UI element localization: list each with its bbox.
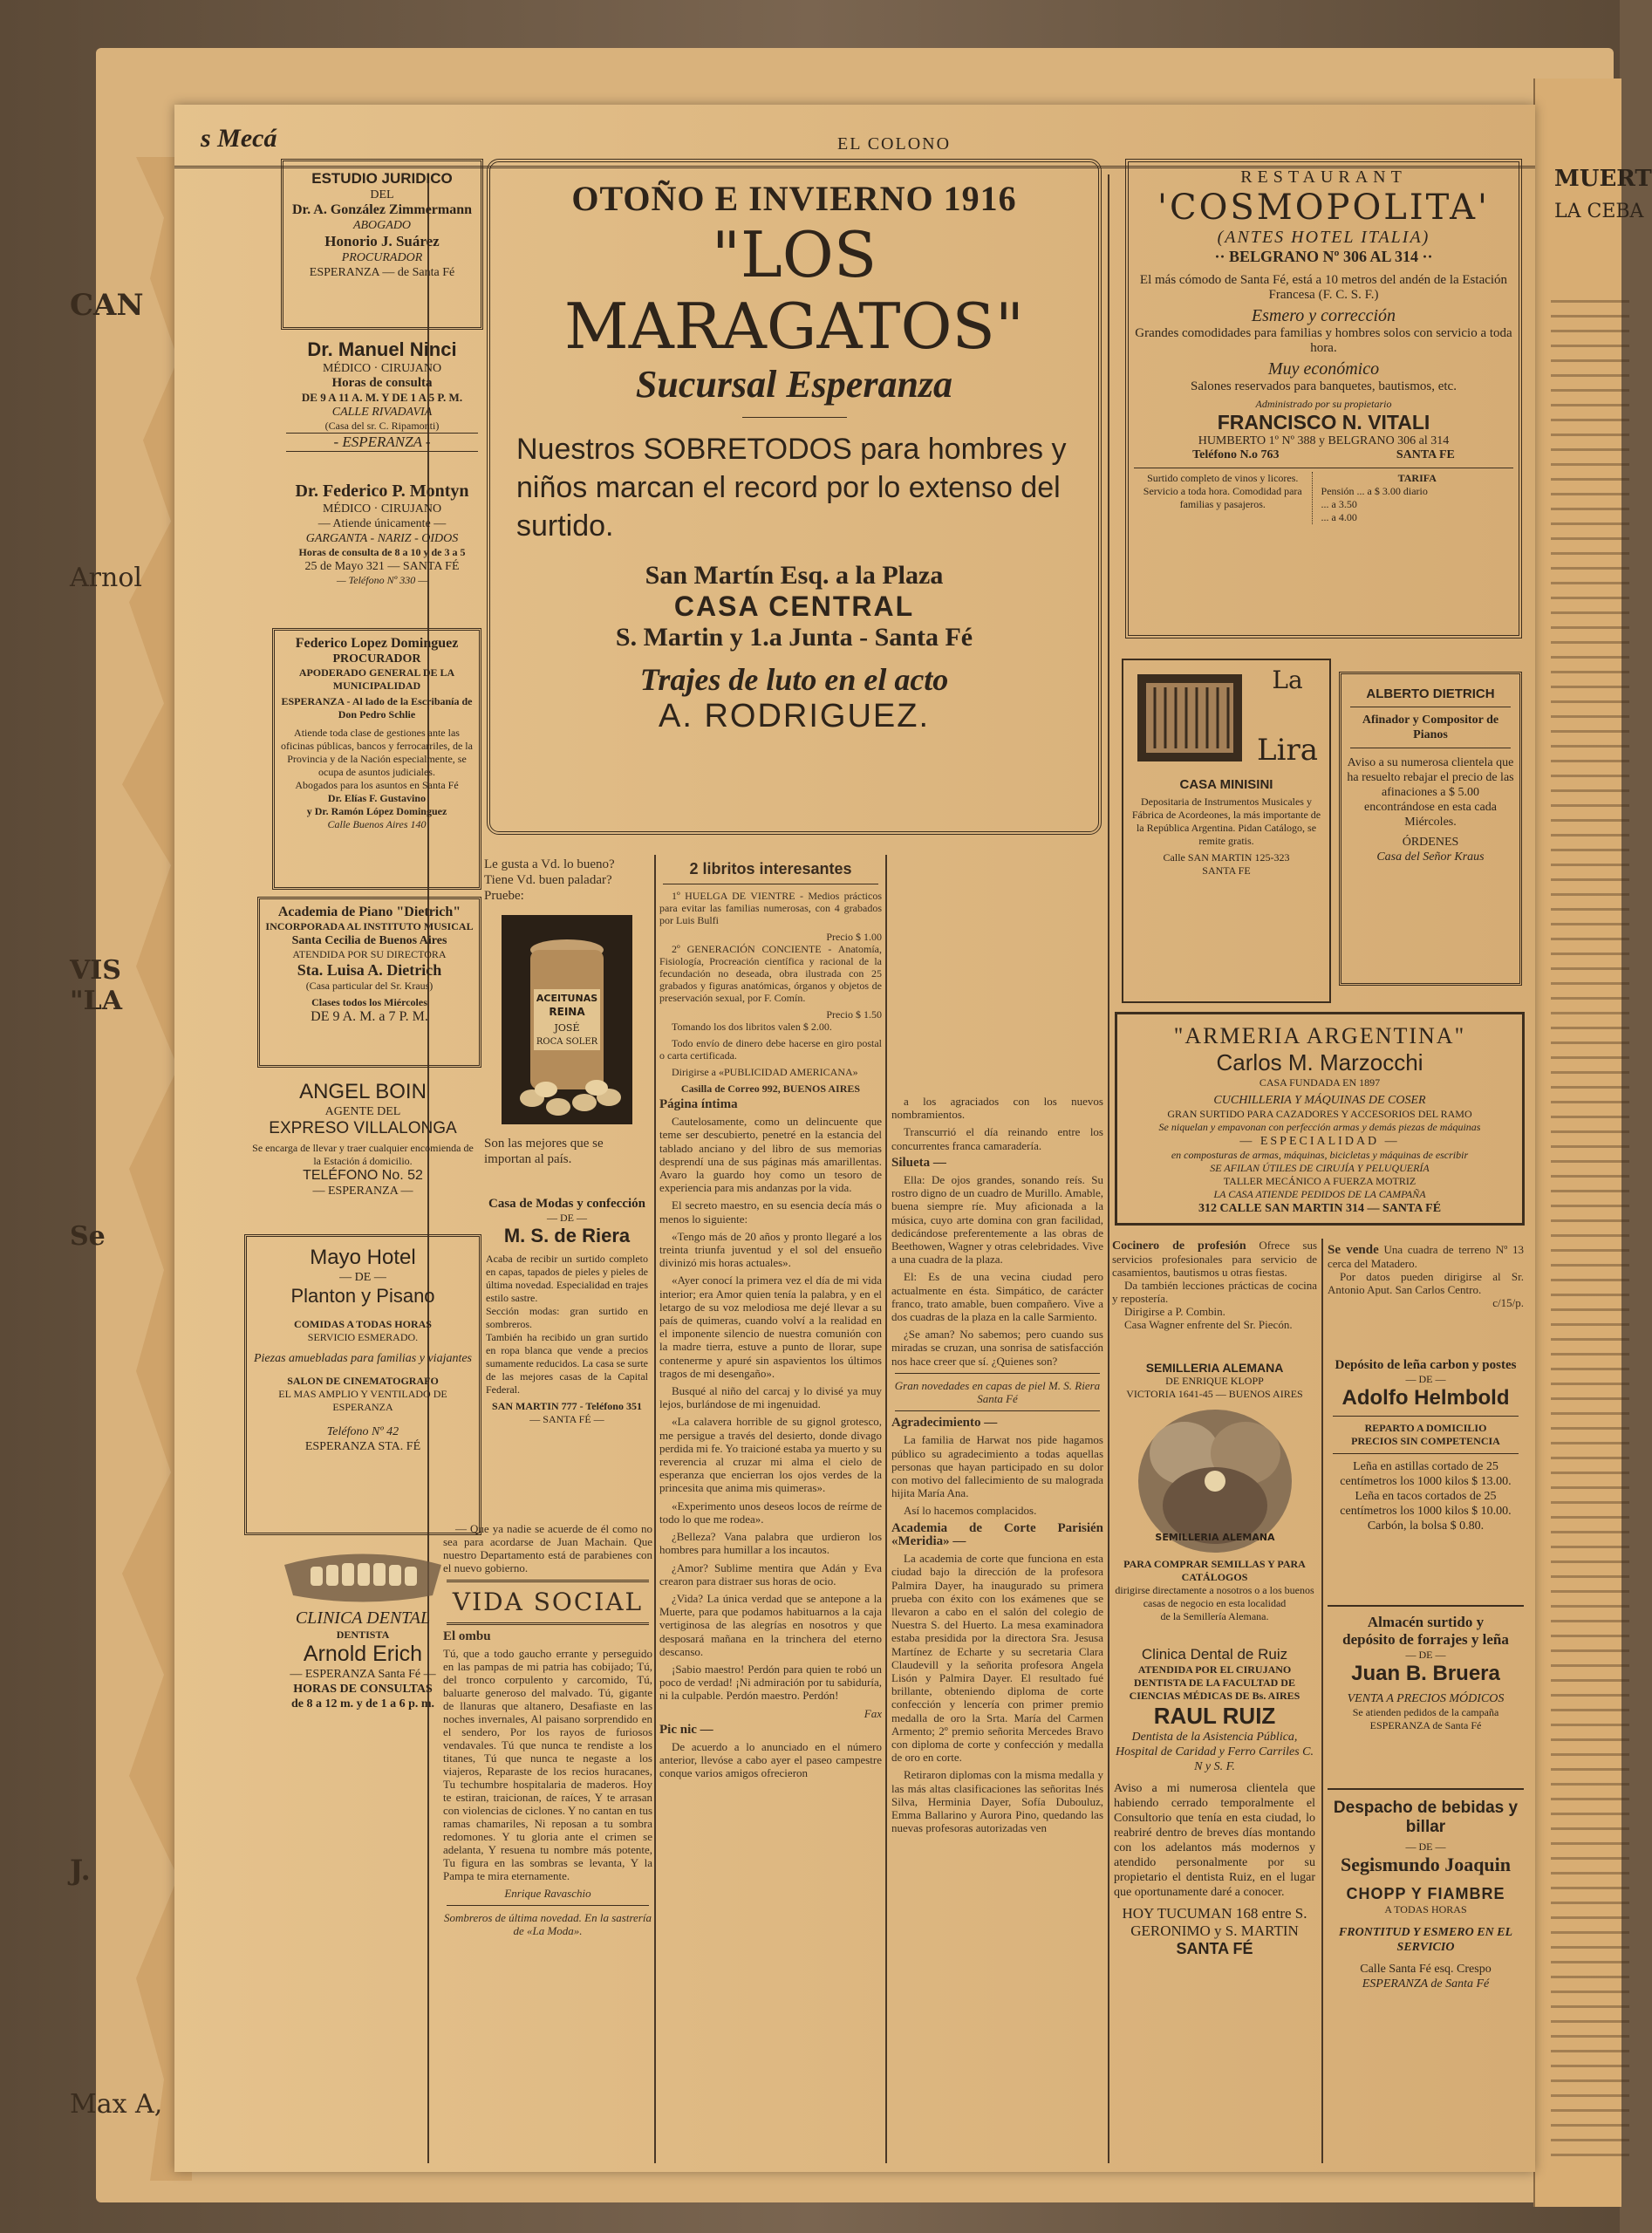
ad-joaquin: [1328, 1788, 1524, 2154]
ad-name: ANGEL BOIN: [299, 1080, 427, 1103]
ad-place: ESPERANZA — de Santa Fé: [309, 266, 455, 279]
rule: [895, 1373, 1100, 1374]
paragraph: Ella: De ojos grandes, sonando reís. Su rostro digno de un cuadro de Murillo. Amable, buena siempre ríe. Muy aficionada a la música, cuyo arte domina con gran facilidad, dedicándose preferentemente a las obras de Beethowen, Wagner y otras celebridades. Vive a una cuadra de la plaza.: [891, 1173, 1103, 1267]
lira-header: [1129, 666, 1324, 770]
ad-line: c/15/p.: [1492, 1296, 1524, 1309]
fragment: CAN: [70, 288, 144, 323]
ad-line: CASA FUNDADA EN 1897: [1259, 1076, 1381, 1089]
tarifa-block: [1313, 472, 1513, 524]
price: Precio $ 1.00: [826, 931, 882, 943]
paragraph: Tomando los dos libritos valen $ 2.00.: [672, 1021, 832, 1033]
ad-line: Afinador y Compositor de Pianos: [1362, 714, 1499, 741]
paragraph: Transcurrió el día reinando entre los concurrentes franca camaradería.: [891, 1125, 1103, 1152]
ad-line: HORAS DE CONSULTAS: [293, 1683, 433, 1696]
ad-name: FRANCISCO N. VITALI: [1217, 411, 1430, 434]
rule: [1333, 1416, 1519, 1417]
ad-line: y Dr. Ramón López Dominguez: [306, 805, 447, 817]
ad-line: (ANTES HOTEL ITALIA): [1217, 228, 1430, 247]
ad-line: — DE —: [339, 1271, 386, 1284]
ad-name: Planton y Pisano: [290, 1285, 435, 1307]
ad-line: DEL: [370, 188, 394, 201]
ad-name: CASA MINISINI: [1179, 777, 1273, 792]
ad-line: CASA CENTRAL: [673, 591, 915, 622]
paragraph: «Ayer conocí la primera vez el día de mi vida interior; era Amor quien tenía la palabra, y en el letargo de su voz melodiosa me dejé llevar a su país de quimeras, cuando volví a la realidad en el imponente silencio de nuestra comunión con la madre tierra, estuve a punto de llorar, supe contenerme y apuré sin aspavientos los últimos tragos de mi desengaño».: [659, 1274, 882, 1380]
paragraph: «Experimento unos deseos locos de reírme de todo lo que me rodea».: [659, 1499, 882, 1526]
ad-line: SERVICIO ESMERADO.: [307, 1331, 419, 1343]
adjacent-text-lines: [1551, 288, 1629, 2163]
jar-label: ROCA SOLER: [536, 1037, 598, 1047]
article-title: Pic nic —: [659, 1722, 713, 1737]
fragment: Max A,: [70, 2089, 163, 2120]
ad-line: Dentista de la Asistencia Pública, Hospital de Caridad y Ferro Carriles C. N y S. F.: [1116, 1731, 1314, 1773]
ad-line: Dirigirse a P. Combin.: [1124, 1305, 1225, 1318]
ad-line: Esmero y corrección: [1251, 306, 1396, 325]
ad-name: Dr. A. González Zimmermann: [291, 202, 473, 217]
ad-name: A. RODRIGUEZ.: [658, 698, 931, 734]
ad-alberto-dietrich: [1339, 672, 1522, 986]
address: Casilla de Correo 992, BUENOS AIRES: [680, 1082, 861, 1095]
ad-name: Honorio J. Suárez: [324, 233, 440, 249]
ad-name: Adolfo Helmbold: [1341, 1386, 1510, 1410]
ad-name: Dr. Federico P. Montyn: [295, 481, 469, 501]
ad-line: TELÉFONO No. 52: [303, 1168, 423, 1183]
ad-line: REPARTO A DOMICILIO: [1364, 1422, 1487, 1434]
ad-role: MÉDICO · CIRUJANO: [322, 502, 442, 516]
jar-label: ACEITUNAS: [536, 993, 598, 1004]
ad-title: SEMILLERIA ALEMANA: [1145, 1361, 1284, 1375]
paragraph: La familia de Harwat nos pide hagamos público su agradecimiento a todas aquellas personas que hayan participado en su dolor con motivo del fallecimiento de su malograda hijita María Ana.: [891, 1433, 1103, 1500]
ad-line: SAN MARTIN 777 - Teléfono 351: [492, 1400, 642, 1412]
ad-los-maragatos: [487, 159, 1102, 835]
ad-line: CUCHILLERIA Y MÁQUINAS DE COSER: [1213, 1094, 1426, 1107]
accordion-illustration: [1129, 666, 1251, 770]
ad-line: CALLE RIVADAVIA: [331, 406, 433, 419]
ad-line: Se atienden pedidos de la campaña: [1352, 1706, 1499, 1718]
ad-line: Se encarga de llevar y traer cualquier encomienda de la Estación á domicilio.: [252, 1142, 474, 1167]
ad-line: DE ENRIQUE KLOPP: [1165, 1375, 1264, 1387]
ad-name: Federico Lopez Dominguez: [295, 636, 459, 651]
adjacent-subtitle: LA CEBA: [1554, 201, 1644, 222]
ad-line: Pruebe:: [484, 889, 524, 903]
ad-line: SE AFILAN ÚTILES DE CIRUJÍA Y PELUQUERÍA: [1210, 1162, 1430, 1174]
paragraph: Retiraron diplomas con la misma medalla y las más altas clasificaciones las señoritas Inés Silva, Herminia Dayer, Sofía Dubouluz, Emma Ballarino y Aurora Pino, quedando las nuevas profesoras autorizadas ven: [891, 1768, 1103, 1835]
ad-name: Arnold Erich: [303, 1642, 423, 1666]
ad-line: ESPERANZA de Santa Fé: [1362, 1977, 1490, 1991]
ad-clinica-ruiz: [1112, 1644, 1317, 2141]
ad-line: Casa del Señor Kraus: [1376, 850, 1485, 864]
ad-line: Santa Cecilia de Buenos Aires: [291, 934, 447, 947]
pansy-flower-illustration: [1132, 1401, 1298, 1558]
paragraph: — Que ya nadie se acuerde de él como no sea para acordarse de Juan Machain. Que nuestro Departamento está de parabienes con el nuevo gobierno.: [443, 1522, 652, 1574]
ad-line: SANTA FÉ: [1176, 1940, 1253, 1957]
ad-line: Surtido completo de vinos y licores. Servicio a toda hora. Comodidad para familias y pasajeros.: [1134, 472, 1313, 524]
paragraph: La academia de corte que funciona en esta ciudad bajo la dirección de la profesora Palmira Dayer, ha inaugurado su primera prueba con éxito con los exámenes que se llevaron a cabo en el salón del colegio de Nuestra S. del Huerto. La mesa examinadora estaba presidida por la directora Sra. Jesusa Martínez de Echarte y su secretaria Clara Claudevill y la señorita profesora Angela Lisón y Palmira Dayer. El resultado fué brillante, obteniendo diploma de corte confección y lencería con primer premio medalla de oro la Srta. María del Carmen Armento; 2º premio señorita Mercedes Bravo con diploma de corte y confección y medalla de oro en corte.: [891, 1552, 1103, 1765]
ad-line: A TODAS HORAS: [1384, 1903, 1467, 1915]
ad-title: ESTUDIO JURIDICO: [311, 170, 453, 187]
ad-bruera: [1328, 1605, 1524, 1784]
notice: Sombreros de última novedad. En la sastrería de «La Moda».: [444, 1911, 652, 1937]
ad-line: — DE —: [1405, 1840, 1446, 1853]
ad-semilleria: [1112, 1359, 1317, 1638]
ad-line: El más cómodo de Santa Fé, está a 10 metros del andén de la Estación Francesa (F. C. S. F.): [1139, 273, 1508, 302]
ad-line: AGENTE DEL: [324, 1105, 401, 1118]
ad-line: SANTA FE: [1202, 864, 1251, 877]
ad-role: PROCURADOR: [341, 251, 423, 264]
ad-line: Piezas amuebladas para familias y viajantes: [253, 1352, 473, 1365]
ad-name: ALBERTO DIETRICH: [1366, 686, 1495, 701]
ad-line: La: [1272, 666, 1303, 694]
ad-title: Mayo Hotel: [310, 1246, 416, 1269]
ad-name: Juan B. Bruera: [1351, 1662, 1500, 1685]
paragraph: Todo envío de dinero debe hacerse en giro postal o carta certificada.: [659, 1037, 882, 1062]
ad-line: RESTAURANT: [1240, 167, 1407, 187]
ad-line: Teléfono N.o 763: [1192, 448, 1280, 461]
ad-tarifa-row: [1134, 468, 1513, 524]
ad-line: Sección modas: gran surtido en sombreros.: [486, 1305, 648, 1330]
rule: [447, 1905, 649, 1906]
article-title: Agradecimiento —: [891, 1416, 998, 1431]
ad-line: DE 9 A 11 A. M. Y DE 1 A 5 P. M.: [301, 391, 463, 404]
jar-label: JOSÉ: [554, 1022, 580, 1034]
article-pagina-intima: [659, 1095, 882, 2168]
ad-line: — DE —: [547, 1212, 587, 1224]
ad-role: ABOGADO: [352, 219, 412, 232]
ad-line: Acaba de recibir un surtido completo en capas, tapados de pieles y pieles de última novedad. Especialidad en trajes estilo sastre.: [486, 1253, 648, 1304]
rule: [1333, 1453, 1519, 1454]
ad-title: Depósito de leña carbon y postes: [1335, 1358, 1517, 1372]
ad-line: Da también lecciones prácticas de cocina y repostería.: [1112, 1279, 1317, 1305]
ad-name: M. S. de Riera: [503, 1225, 631, 1246]
article-notas-sociales: [891, 1095, 1103, 2168]
ad-line: ESPERANZA STA. FÉ: [304, 1440, 421, 1453]
ad-line: ·· BELGRANO Nº 306 AL 314 ··: [1214, 248, 1433, 265]
ad-phone-row: [1134, 448, 1513, 462]
ad-title: 'COSMOPOLITA': [1157, 188, 1490, 228]
paragraph: 1º HUELGA DE VIENTRE - Medios prácticos para evitar las familias numerosas, con 4 grabados por Luis Bulfi: [659, 890, 882, 926]
ad-line: Almacén surtido y: [1367, 1614, 1485, 1630]
ad-line: Salones reservados para banquetes, bautismos, etc.: [1191, 379, 1457, 393]
rule: [447, 1622, 649, 1625]
masthead-left: s Mecá: [201, 124, 277, 153]
paragraph: Busqué al niño del carcaj y lo divisé ya muy lejos, burlándose de mi ingenuidad.: [659, 1384, 882, 1411]
flower-label: SEMILLERIA ALEMANA: [1154, 1532, 1275, 1543]
ad-line: — DE —: [1405, 1649, 1446, 1661]
fragment: "LA: [70, 986, 122, 1016]
ad-academia-piano: [257, 897, 481, 1068]
ad-line: LA CASA ATIENDE PEDIDOS DE LA CAMPAÑA: [1213, 1188, 1426, 1200]
ad-line: Se niquelan y empavonan con perfección armas y demás piezas de máquinas: [1158, 1121, 1481, 1133]
ad-line: Aviso a su numerosa clientela que ha resuelto rebajar el precio de las afinaciones a $ 5.00 encontrándose en esta cada Miércoles.: [1347, 756, 1514, 829]
rule: [895, 1410, 1100, 1411]
ad-title: Se vende: [1328, 1243, 1379, 1257]
adjacent-page: [1533, 79, 1652, 2207]
ad-role: MÉDICO · CIRUJANO: [322, 362, 442, 375]
ad-line: Casa de Modas y confección: [488, 1197, 645, 1211]
ad-line: CHOPP Y FIAMBRE: [1346, 1885, 1505, 1902]
ad-line: (Casa del sr. C. Ripamonti): [324, 420, 440, 432]
ad-line: dirigirse directamente a nosotros o a los buenos casas de negocio en esta localidad: [1115, 1584, 1314, 1609]
fragment: Arnol: [70, 563, 142, 593]
ad-se-vende: [1328, 1243, 1524, 1352]
ad-title: Clinica Dental de Ruiz: [1141, 1646, 1288, 1663]
ad-angel-boin: [244, 1075, 481, 1228]
paragraph: ¿Amor? Sublime mentira que Adán y Eva crearon para distraer sus horas de ocio.: [659, 1560, 882, 1588]
article-title: Página íntima: [659, 1097, 738, 1111]
ornament-rule: [742, 417, 847, 418]
ad-line: ESPERANZA - Al lado de la Escribanía de Don Pedro Schlie: [281, 695, 473, 720]
ad-riera: [484, 1195, 650, 1518]
ad-line: VICTORIA 1641-45 — BUENOS AIRES: [1126, 1388, 1303, 1400]
ad-line: Atiende toda clase de gestiones ante las oficinas públicas, bancos y ferrocarriles, de la Provincia y de la Nación especialmente, se ocupa de asuntos judiciales.: [281, 727, 473, 778]
ad-line: — SANTA FÉ —: [529, 1413, 604, 1425]
ad-name: Sta. Luisa A. Dietrich: [297, 961, 442, 979]
ad-line: Calle Santa Fé esq. Crespo: [1360, 1963, 1492, 1976]
ad-name: Dr. Manuel Ninci: [307, 338, 457, 360]
ad-line: S. Martin y 1.a Junta - Santa Fé: [615, 623, 973, 652]
ad-line: San Martín Esq. a la Plaza: [645, 561, 944, 590]
ad-name: Academia de Piano "Dietrich": [277, 905, 461, 919]
ad-armeria-argentina: [1115, 1012, 1525, 1226]
poem-body: Tú, que a todo gaucho errante y perseguido en las pampas de mi patria has cobijado; Tú, del tronco corpulento y carcomido, Tú, baluarte generoso del malvado. Tú, gigante de llanuras que altanero, Desafiaste en las noches invernales, Al paisano sorprendido en el sendero, Por los rayos de furiosos vendavales. Tú que nunca te rendiste a los titanes, Tú que nunca te negaste a los viajeros, Reparaste de los recios huracanes, Tu techumbre hospitalaria de maderos. Hoy te estiran, traicionan, de raíces, Y te arrasan con violencias de ciclones. Y no cantan en tus ramas chamariles, Ni reposan a tu sombra redomones. Y tu gloria ante el crimen se adelanta, Y resuena tu nombre más potente, Tu figura en las sombras se levanta, Y la Pampa te mira eternamente.: [443, 1647, 652, 1882]
ad-line: DENTISTA: [336, 1629, 390, 1641]
column-rule: [1108, 174, 1109, 2163]
ad-title: "LOS MARAGATOS": [564, 218, 1024, 363]
ad-line: OTOÑO E INVIERNO 1916: [571, 179, 1017, 218]
paragraph: El secreto maestro, en su esencia decía más o menos lo siguiente:: [659, 1198, 882, 1226]
ad-title: "ARMERIA ARGENTINA": [1173, 1023, 1466, 1048]
ad-line: Ofrece sus servicios profesionales para servicio de casamientos, bautismos u otras fiestas.: [1112, 1239, 1317, 1279]
ad-line: de la Semillería Alemana.: [1160, 1610, 1269, 1622]
ad-line: Le gusta a Vd. lo bueno?: [484, 857, 615, 871]
masthead-title: EL COLONO: [837, 134, 952, 154]
column-rule: [1321, 1239, 1323, 2163]
ad-line: ESPERANZA de Santa Fé: [1369, 1719, 1482, 1731]
ad-line: Calle Buenos Aires 140: [327, 818, 427, 830]
ad-line: Dr. Elías F. Gustavino: [327, 792, 427, 804]
ad-line: ... a 4.00: [1321, 511, 1357, 523]
paragraph: Cautelosamente, como un delincuente que teme ser descubierto, penetré en la estancia del tablado anciano y del libro de sus memorias desprendí una de sus páginas más amarillentas. Avaro la guardo hoy como un tesoro de experiencia para mis andanzas por la vida.: [659, 1115, 882, 1195]
ad-libritos: [659, 859, 882, 1095]
paragraph: 2º GENERACIÓN CONCIENTE - Anatomía, Fisiología, Procreación científica y racional de la fecundación no deseada, obra ilustrada con 25 grabados y figuras anatómicas, órganos y objetos de preservación sexual, por F. Comín.: [659, 943, 882, 1004]
ad-line: INCORPORADA AL INSTITUTO MUSICAL: [265, 920, 474, 932]
ad-city: - ESPERANZA -: [286, 433, 478, 452]
column-rule: [654, 855, 656, 2163]
ad-line: ATENDIDA POR EL CIRUJANO DENTISTA DE LA FACULTAD DE CIENCIAS MÉDICAS DE Bs. AIRES: [1129, 1663, 1300, 1702]
ad-line: 312 CALLE SAN MARTIN 314 — SANTA FÉ: [1198, 1202, 1442, 1215]
ad-line: CLINICA DENTAL: [295, 1608, 431, 1628]
ad-line: Administrado por su propietario: [1255, 398, 1392, 410]
fragment: Se: [70, 1221, 106, 1252]
article-title: Academia de Corte Parisién «Meridia» —: [891, 1520, 1103, 1548]
newspaper-page: [174, 105, 1535, 2172]
article-title: Silueta —: [891, 1155, 946, 1170]
paragraph: «La calavera horrible de su gignol grotesco, me persigue a través del desierto, donde divago perdida mi fe. Yo traicioné estaba ya muerto y su reverencia al cruzar mi alma el cielo de esperanza que encierran los ojos verdes de la princesita que anima mis quimeras».: [659, 1415, 882, 1495]
ad-line: de 8 a 12 m. y de 1 a 6 p. m.: [290, 1697, 435, 1711]
ad-role: PROCURADOR: [332, 652, 421, 666]
ad-line: GARGANTA - NARIZ - OIDOS: [305, 532, 459, 545]
teeth-illustration: [276, 1547, 450, 1608]
ad-mayo-hotel: [244, 1234, 481, 1535]
article-vida-social: [443, 1522, 652, 2168]
olive-jar-illustration: [497, 911, 637, 1129]
ad-lopez-dominguez: [272, 628, 481, 890]
ad-line: Grandes comodidades para familias y hombres solos con servicio a toda hora.: [1135, 326, 1512, 355]
ad-estudio-juridico: [281, 159, 483, 330]
paragraph: El: Es de una vecina ciudad pero actualmente en ésta. Simpático, de carácter franco, trato amable, buen compañero. Vive a dos cuadras de la plaza en la calle Sarmiento.: [891, 1270, 1103, 1324]
ad-line: en composturas de armas, máquinas, bicicletas y máquinas de escribir: [1171, 1149, 1469, 1161]
ad-line: Horas de consulta: [331, 376, 433, 390]
ad-subtitle: Sucursal Esperanza: [635, 363, 953, 406]
ad-name: RAUL RUIZ: [1153, 1703, 1276, 1729]
ad-body: Nuestros SOBRETODOS para hombres y niños marcan el record por lo extenso del surtido.: [516, 433, 1067, 543]
rule: [447, 1580, 649, 1582]
poem-title: El ombu: [443, 1629, 491, 1643]
paragraph: «Tengo más de 20 años y pronto llegaré a los treinta triunfa juventud y el sol del ensueño divinizó mis horas actuales».: [659, 1229, 882, 1270]
paragraph: ¿Vida? La única verdad que se antepone a la Muerte, para que podamos habituarnos a la caja vertiginosa de las alegrías en nosotros y que desposará mañana en la trinchera del eterno descanso.: [659, 1591, 882, 1658]
ad-line: HUMBERTO 1º Nº 388 y BELGRANO 306 al 314: [1198, 434, 1450, 447]
ad-line: VENTA A PRECIOS MÓDICOS: [1347, 1692, 1505, 1705]
paragraph: ¿Belleza? Vana palabra que urdieron los hombres para humillar a los incautos.: [659, 1530, 882, 1557]
ad-line: EL MAS AMPLIO Y VENTILADO DE ESPERANZA: [278, 1388, 447, 1413]
ad-line: Teléfono Nº 42: [326, 1425, 399, 1438]
ad-cosmopolita: [1125, 159, 1522, 638]
ad-cocinero: [1112, 1239, 1317, 1352]
paragraph: ¿Se aman? No sabemos; pero cuando sus miradas se cruzan, una sonrisa de satisfacción nos hace creer que sí. ¿Quienes son?: [891, 1328, 1103, 1368]
ad-title: Cocinero de profesión: [1112, 1239, 1246, 1253]
paragraph: ¡Sabio maestro! Perdón para quien te robó un poco de verdad! ¡Ni admiración por tu sabiduría, ni la culpable. Perdón maestro. Perdón!: [659, 1662, 882, 1703]
ad-name: Carlos M. Marzocchi: [1216, 1049, 1423, 1076]
ad-line: — DE —: [1405, 1373, 1446, 1385]
ad-line: HOY TUCUMAN 168 entre S. GERONIMO y S. MARTIN: [1122, 1905, 1307, 1939]
ad-line: ATENDIDA POR SU DIRECTORA: [292, 948, 447, 960]
fragment: VIS: [70, 955, 121, 986]
ad-line: SANTA FE: [1396, 448, 1455, 461]
ad-line: depósito de forrajes y leña: [1342, 1631, 1509, 1648]
ad-line: — Teléfono Nº 330 —: [337, 574, 427, 586]
ad-line: Despacho de bebidas y billar: [1333, 1799, 1519, 1836]
ad-line: SALON DE CINEMATOGRAFO: [287, 1375, 439, 1387]
ad-title: 2 libritos interesantes: [689, 860, 852, 877]
ad-title: Lira: [1257, 733, 1318, 768]
ad-line: Trajes de luto en el acto: [639, 662, 949, 697]
ad-line: Pensión ... a $ 3.00 diario: [1321, 485, 1428, 497]
ad-line: Muy económico: [1267, 359, 1380, 379]
ad-line: ... a 3.50: [1321, 498, 1357, 510]
ad-line: EXPRESO VILLALONGA: [269, 1119, 457, 1137]
ad-line: Abogados para los asuntos en Santa Fé: [295, 779, 459, 791]
ad-aceitunas: [484, 857, 650, 1188]
paragraph: De acuerdo a lo anunciado en el número anterior, llevóse a cabo ayer el paseo campestre conque varios amigos ofrecieron: [659, 1739, 882, 1780]
ad-line: Calle SAN MARTIN 125-323: [1163, 851, 1290, 864]
ad-montyn: [281, 476, 483, 625]
ad-line: DE 9 A. M. a 7 P. M.: [311, 1009, 428, 1024]
ad-line: — ESPERANZA —: [312, 1185, 413, 1198]
ad-line: 25 de Mayo 321 — SANTA FÉ: [304, 560, 460, 573]
section-title: VIDA SOCIAL: [452, 1588, 644, 1616]
poem-author: Enrique Ravaschio: [504, 1887, 591, 1900]
ad-line: FRONTITUD Y ESMERO EN EL SERVICIO: [1338, 1926, 1513, 1954]
ad-line: (Casa particular del Sr. Kraus): [305, 980, 433, 992]
jar-label: REINA: [549, 1006, 585, 1018]
ad-line: GRAN SURTIDO PARA CAZADORES Y ACCESORIOS DEL RAMO: [1167, 1108, 1472, 1120]
column-rule: [885, 855, 887, 2163]
ad-line: Clases todos los Miércoles: [311, 996, 427, 1008]
ad-line: Horas de consulta de 8 a 10 y de 3 a 5: [298, 546, 466, 558]
ad-line: Casa Wagner enfrente del Sr. Piecón.: [1124, 1318, 1293, 1331]
ad-line: Carbón, la bolsa $ 0.80.: [1367, 1519, 1485, 1533]
ad-line: TARIFA: [1397, 472, 1437, 484]
ad-la-lira: [1122, 659, 1331, 1003]
lira-title: [1251, 666, 1324, 768]
adjacent-title: MUERT: [1554, 166, 1652, 192]
ad-line: ÓRDENES: [1402, 836, 1459, 849]
fragment: J.: [70, 1854, 91, 1887]
ad-line: — Atiende únicamente —: [317, 517, 447, 530]
paragraph: a los agraciados con los nuevos nombramientos.: [891, 1095, 1103, 1122]
ad-line: También ha recibido un gran surtido en ropa blanca que vende a precios sumamente reducidos. La casa se surte de las mejores casas de la Capital Federal.: [486, 1331, 648, 1396]
paragraph: Dirigirse a «PUBLICIDAD AMERICANA»: [672, 1066, 858, 1078]
ad-line: Por datos pueden dirigirse al Sr. Antonio Aput. San Carlos Centro.: [1328, 1270, 1524, 1296]
price: Precio $ 1.50: [826, 1008, 882, 1021]
paragraph: Así lo hacemos complacidos.: [904, 1504, 1037, 1518]
ad-line: Leña en tacos cortados de 25 centímetros los 1000 kilos $ 10.00.: [1340, 1490, 1512, 1518]
ad-line: Son las mejores que se importan al país.: [484, 1137, 604, 1166]
ad-name: Segismundo Joaquin: [1340, 1854, 1512, 1875]
ad-helmbold: [1328, 1356, 1524, 1601]
ad-line: Una cuadra de terreno Nº 13 cerca del Matadero.: [1328, 1243, 1525, 1270]
ad-line: Tiene Vd. buen paladar?: [484, 873, 612, 887]
signature: Fax: [864, 1706, 882, 1720]
ad-line: — ESPECIALIDAD —: [1239, 1135, 1400, 1148]
ad-line: TALLER MECÁNICO A FUERZA MOTRIZ: [1223, 1175, 1416, 1187]
ad-line: Leña en astillas cortado de 25 centímetros los 1000 kilos $ 13.00.: [1340, 1460, 1512, 1488]
ad-line: — ESPERANZA Santa Fé —: [290, 1668, 436, 1681]
ad-ninci: [281, 333, 483, 473]
ad-line: APODERADO GENERAL DE LA MUNICIPALIDAD: [298, 666, 455, 692]
ad-line: PARA COMPRAR SEMILLAS Y PARA CATÁLOGOS: [1123, 1558, 1306, 1583]
notice: Gran novedades en capas de piel M. S. Riera Santa Fé: [894, 1378, 1101, 1406]
ad-line: Depositaria de Instrumentos Musicales y Fábrica de Acordeones, la más importante de la República Argentina. Pidan Catálogo, se remite gratis.: [1131, 796, 1321, 847]
ad-body: Aviso a mi numerosa clientela que habiendo cerrado temporalmente el Consultorio que tenía en esta ciudad, lo reabriré dentro de breves días montando con los adelantos más modernos y atendido personalmente por su propietario el dentista Ruiz, en el lugar que oportunamente daré a conocer.: [1114, 1782, 1315, 1899]
ad-line: PRECIOS SIN COMPETENCIA: [1351, 1435, 1500, 1447]
ad-line: COMIDAS A TODAS HORAS: [294, 1318, 432, 1330]
